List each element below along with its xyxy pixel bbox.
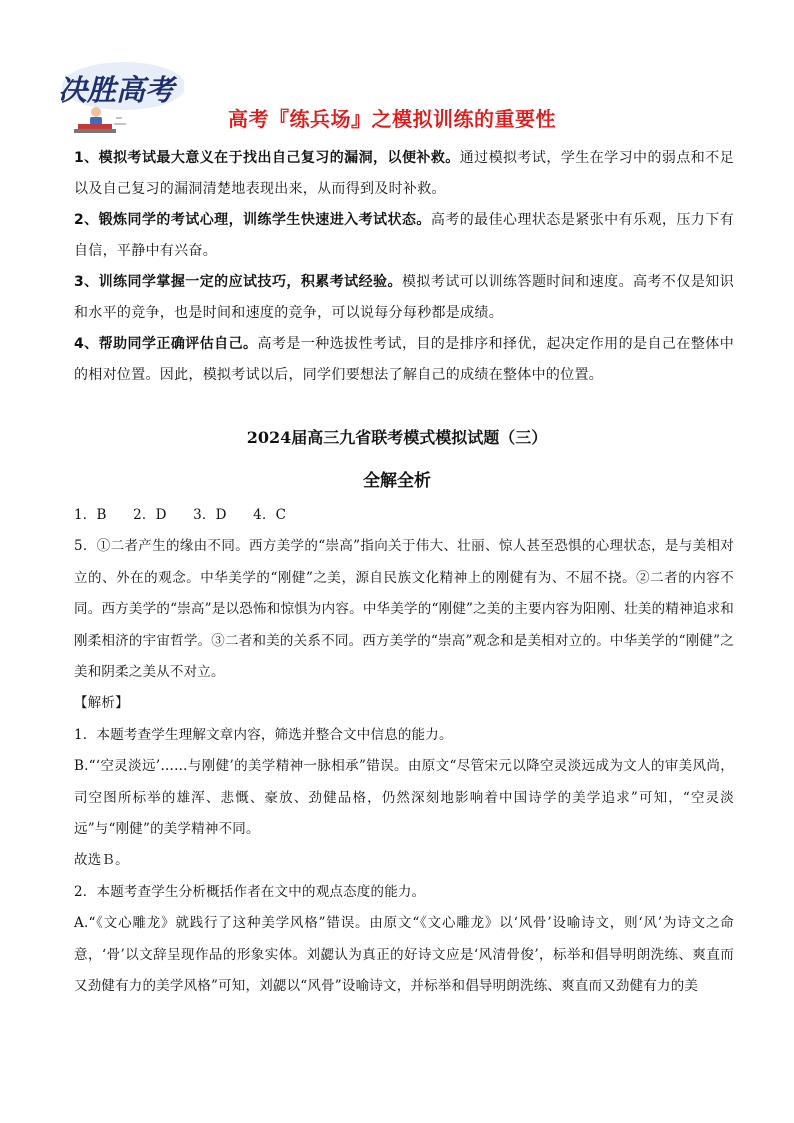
analysis-label: 【解析】 [74, 695, 129, 712]
intro-item-text: 模拟考试可以训练答题时间和速度。高考不仅是知识和水平的竞争，也是时间和速度的竞争，可以说每分每秒都是成绩。 [74, 274, 735, 321]
intro-item-heading: 3、训练同学掌握一定的应试技巧，积累考试经验。 [74, 274, 402, 290]
banner-title: 高考『练兵场』之模拟训练的重要性 [228, 107, 556, 131]
intro-item-heading: 2、锻炼同学的考试心理，训练学生快速进入考试状态。 [74, 212, 431, 228]
analysis-1: 1．本题考查学生理解文章内容，筛选并整合文中信息的能力。 [74, 726, 453, 743]
logo-graphic [52, 56, 184, 138]
analysis-1-option-b: B.“‘空灵淡远’……与刚健’的美学精神一脉相承”错误。由原文“尽管宋元以降空灵淡远成为文人的审美风尚，司空图所标举的雄浑、悲慨、豪放、劲健品格，仍然深刻地影响着中国诗学的美学追求”可知，“空灵淡远”与“刚健”的美学精神不同。 [74, 758, 734, 838]
intro-item-heading: 1、模拟考试最大意义在于找出自己复习的漏洞，以便补救。 [74, 150, 460, 166]
document-subtitle: 全解全析 [363, 471, 431, 491]
analysis-2: 2．本题考查学生分析概括作者在文中的观点态度的能力。 [74, 883, 426, 900]
logo [52, 56, 184, 138]
intro-section [74, 143, 734, 391]
answer-key [74, 500, 734, 531]
answer-item: 3．D [193, 507, 227, 523]
answer-body [74, 500, 734, 1003]
intro-item-text: 通过模拟考试，学生在学习中的弱点和不足以及自己复习的漏洞清楚地表现出来，从而得到及时补救。 [74, 150, 734, 197]
intro-item-text: 高考是一种选拔性考试，目的是排序和择优，起决定作用的是自己在整体中的相对位置。因此，模拟考试以后，同学们要想法了解自己的成绩在整体中的位置。 [74, 336, 735, 383]
logo-text: 决胜高考 [58, 73, 175, 107]
intro-item [74, 329, 734, 391]
intro-item [74, 205, 734, 267]
analysis-2-option-a: A.“《文心雕龙》就践行了这种美学风格”错误。由原文“《文心雕龙》以‘风骨’设喻诗文，则‘风’为诗文之命意，‘骨’以文辞呈现作品的形象实体。刘勰认为真正的好诗文应是‘风清骨俊’，标举和倡导明朗洗练、爽直而又劲健有力的美学风格”可知，刘勰以“风骨”设喻诗文，并标举和倡导明朗洗练、爽直而又劲健有力的美 [74, 915, 734, 995]
question-5-answer: 5．①二者产生的缘由不同。西方美学的“崇高”指向关于伟大、壮丽、惊人甚至恐惧的心理状态，是与美相对立的、外在的观念。中华美学的“刚健”之美，源自民族文化精神上的刚健有为、不屈不挠。②二者的内容不同。西方美学的“崇高”是以恐怖和惊惧为内容。中华美学的“刚健”之美的主要内容为阳刚、壮美的精神追求和刚柔相济的宇宙哲学。③二者和美的关系不同。西方美学的“崇高”观念和是美相对立的。中华美学的“刚健”之美和阴柔之美从不对立。 [74, 538, 734, 681]
intro-item [74, 267, 734, 329]
answer-item: 1．B [74, 507, 107, 523]
intro-item-heading: 4、帮助同学正确评估自己。 [74, 336, 258, 352]
document-title: 2024届高三九省联考模式模拟试题（三） [246, 428, 548, 447]
analysis-1-choice: 故选Ｂ。 [74, 852, 129, 869]
intro-item [74, 143, 734, 205]
answer-item: 2．D [133, 507, 167, 523]
answer-item: 4．C [253, 507, 287, 523]
intro-item-text: 高考的最佳心理状态是紧张中有乐观，压力下有自信，平静中有兴奋。 [74, 212, 734, 259]
